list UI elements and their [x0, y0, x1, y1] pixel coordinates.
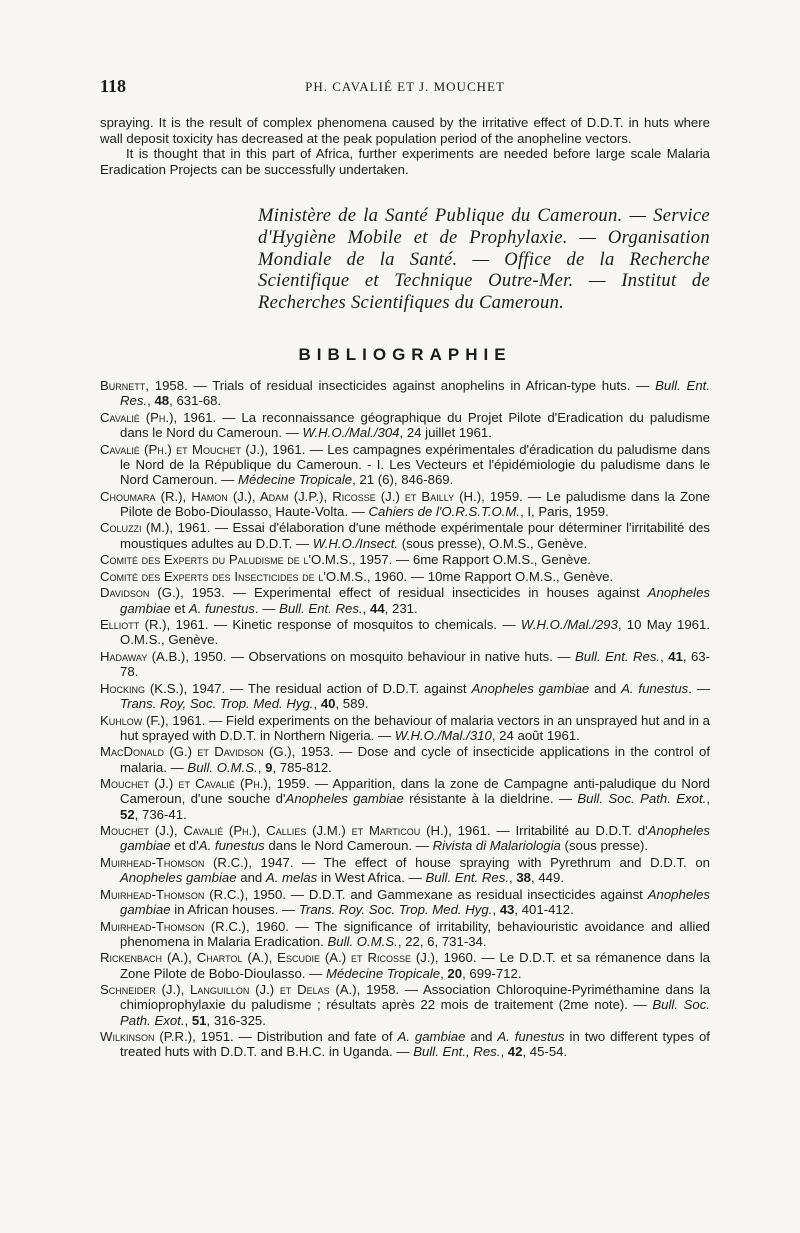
ref-species: A. funestus — [198, 838, 265, 854]
ref-journal: Bull. Ent. Res. — [574, 648, 661, 664]
ref-text: résistante à la dieldrine. — — [403, 791, 578, 807]
ref-journal: Bull. O.M.S. — [187, 759, 258, 775]
ref-species: A. funestus — [621, 680, 689, 696]
ref-text: , 1961. — Essai d'élaboration d'une méthode expérimentale pour déterminer l'irritabilité des moustiques adultes au D.D.T. — — [120, 520, 711, 551]
ref-text: , 1959. — Le paludisme dans la Zone Pilote de Bobo-Dioulasso, Haute-Volta. — — [120, 488, 711, 519]
reference-item — [100, 713, 710, 743]
ref-authors: Hocking (K.S.) — [100, 680, 184, 696]
reference-item — [100, 442, 710, 488]
ref-volume: 51 — [191, 1012, 207, 1028]
ref-volume: 44 — [369, 600, 385, 616]
ref-text: , 1958. — Trials of residual insecticides against anophelins in African-type huts. — — [145, 378, 656, 393]
ref-text: in two different types of treated huts with D.D.T. and B.H.C. in Uganda. — — [120, 1029, 710, 1060]
ref-authors: Burnett — [100, 378, 146, 393]
ref-text: , 1951. — Distribution and fate of — [192, 1029, 398, 1045]
ref-text: , I, Paris, 1959. — [520, 503, 609, 519]
reference-item — [100, 887, 710, 917]
ref-volume: 9 — [265, 759, 273, 775]
ref-volume: 42 — [507, 1044, 523, 1060]
ref-journal: Médecine Tropicale — [238, 472, 353, 487]
ref-volume: 40 — [320, 695, 336, 711]
ref-text: and — [236, 870, 266, 886]
ref-text: , 1960. — Le D.D.T. et sa rémanence dans la Zone Pilote de Bobo-Dioulasso. — — [120, 950, 710, 981]
ref-text: , 1947. — The effect of house spraying with Pyrethrum and D.D.T. on — [248, 854, 710, 870]
ref-text: , 1958. — Association Chloroquine-Pyriméthamine dans la chimioprophylaxie du paludisme ; résultats après 22 mois de traitement (2me note). — — [120, 982, 710, 1013]
reference-item — [100, 410, 710, 440]
ref-volume: 52 — [120, 806, 135, 822]
ref-text: , 1950. — Observations on mosquito behaviour in native huts. — — [185, 648, 575, 664]
ref-authors: Muirhead-Thomson (R.C.) — [100, 918, 246, 934]
ref-text: et d' — [170, 838, 199, 854]
ref-journal: W.H.O./Mal./310 — [394, 727, 492, 743]
ref-journal: Médecine Tropicale — [325, 965, 441, 981]
running-head: PH. CAVALIÉ ET J. MOUCHET — [305, 79, 505, 94]
ref-authors: Mouchet (J.), Cavalié (Ph.), Callies (J.M.) et Marticou (H.) — [100, 823, 449, 839]
reference-item — [100, 919, 710, 949]
ref-text: , — [313, 695, 321, 711]
ref-text: , — [184, 1012, 192, 1028]
ref-pages: , 699-712. — [462, 965, 522, 981]
ref-volume: 43 — [499, 901, 515, 917]
ref-authors: Cavalié (Ph.) et Mouchet (J.) — [100, 441, 265, 457]
ref-text: dans le Nord Cameroun. — — [264, 838, 433, 854]
ref-journal: W.H.O./Mal./293 — [520, 617, 618, 633]
ref-volume: 41 — [668, 648, 683, 664]
page-header — [100, 76, 710, 100]
reference-list — [100, 378, 710, 1061]
ref-species: A. funestus — [188, 600, 255, 616]
ref-pages: , 631-68. — [169, 393, 222, 409]
ref-pages: , 231. — [384, 600, 418, 616]
ref-species: Anopheles gambiae — [285, 791, 404, 807]
ref-text: , 1961. — La reconnaissance géographique du Projet Pilote d'Eradication du paludisme dans le Nord du Cameroun. — — [120, 409, 710, 440]
ref-text: , — [509, 870, 517, 886]
ref-text: , 1953. — Experimental effect of residual insecticides in houses against — [180, 585, 648, 601]
ref-authors: Davidson (G.) — [100, 585, 181, 601]
ref-pages: , 785-812. — [272, 759, 332, 775]
reference-item — [100, 552, 710, 567]
ref-text: , 1961. — Irritabilité au D.D.T. d' — [448, 823, 648, 839]
ref-authors: Coluzzi (M.) — [100, 520, 170, 536]
ref-text: , — [492, 901, 500, 917]
ref-journal: W.H.O./Insect. — [312, 535, 399, 551]
reference-item — [100, 378, 710, 408]
ref-species: Anopheles gambiae — [471, 680, 590, 696]
ref-species: A. funestus — [497, 1029, 565, 1045]
ref-text: , 24 août 1961. — [491, 727, 580, 743]
ref-text: , 1953. — Dose and cycle of insecticide applications in the control of malaria. — — [120, 744, 710, 775]
ref-authors: Cavalié (Ph.) — [100, 409, 174, 425]
ref-text: in West Africa. — — [317, 870, 426, 886]
ref-journal: Rivista di Malariologia — [432, 838, 561, 854]
ref-text: , — [257, 759, 266, 775]
reference-item — [100, 585, 710, 615]
ref-text: , — [706, 791, 710, 807]
ref-journal: Trans. Roy, Soc. Trop. Med. Hyg. — [120, 695, 314, 711]
reference-item — [100, 744, 710, 774]
ref-volume: 38 — [516, 870, 532, 886]
ref-journal: Bull. Ent. Res. — [120, 378, 710, 409]
ref-text: , — [500, 1044, 508, 1060]
ref-species: Anopheles gambiae — [120, 823, 710, 854]
ref-text: , 21 (6), 846-869. — [352, 472, 454, 487]
ref-journal: Bull. Ent. Res. — [425, 870, 510, 886]
body-text — [100, 115, 710, 177]
ref-authors: Comité des Experts des Insecticides de l'O.M.S. — [100, 568, 367, 584]
ref-text: , 1957. — 6me Rapport O.M.S., Genève. — [352, 552, 591, 568]
ref-authors: Schneider (J.), Languillon (J.) et Delas (A.) — [100, 982, 357, 998]
ref-text: in African houses. — — [170, 901, 299, 917]
paragraph: spraying. It is the result of complex phenomena caused by the irritative effect of D.D.T. in huts where wall deposit toxicity has decreased at the peak population period of the anopheline vectors. — [100, 115, 710, 146]
ref-pages: , 589. — [335, 695, 369, 711]
ref-pages: , 316-325. — [206, 1012, 266, 1028]
ref-pages: , 736-41. — [134, 806, 187, 822]
ref-authors: Comité des Experts du Paludisme de l'O.M.S. — [100, 552, 353, 568]
ref-text: and — [465, 1029, 498, 1045]
page-number: 118 — [100, 76, 127, 96]
ref-text: , 1960. — 10me Rapport O.M.S., Genève. — [366, 568, 614, 584]
reference-item — [100, 569, 710, 584]
ref-journal: Bull. Ent., Res. — [413, 1044, 501, 1060]
ref-pages: , 449. — [531, 870, 565, 886]
bibliography-title: BIBLIOGRAPHIE — [298, 345, 512, 364]
ref-text: , 1961. — Les campagnes expérimentales d'éradication du paludisme dans le Nord de la République du Cameroun. - I. Les Vecteurs et l'épidémiologie du paludisme dans le Nord Cameroun. — — [120, 441, 710, 487]
ref-text: , 10 May 1961. O.M.S., Genève. — [120, 617, 710, 648]
ref-authors: Mouchet (J.) et Cavalié (Ph.) — [100, 776, 268, 792]
ref-authors: Wilkinson (P.R.) — [100, 1029, 193, 1045]
ref-journal: Bull. Soc. Path. Exot. — [120, 997, 710, 1028]
ref-volume: 48 — [154, 393, 170, 409]
ref-authors: Muirhead-Thomson (R.C.) — [100, 886, 245, 902]
reference-item — [100, 776, 710, 822]
ref-text: . — — [688, 680, 711, 696]
ref-text: , 1947. — The residual action of D.D.T. against — [183, 680, 472, 696]
ref-authors: Kuhlow (F.) — [100, 712, 166, 728]
reference-item — [100, 823, 710, 853]
ref-journal: W.H.O./Mal./304 — [302, 425, 400, 440]
ref-authors: Elliott (R.) — [100, 617, 167, 633]
ref-text: , 24 juillet 1961. — [399, 425, 492, 440]
ref-authors: MacDonald (G.) et Davidson (G.) — [100, 744, 292, 760]
ref-text: , 1950. — D.D.T. and Gammexane as residual insecticides against — [244, 886, 648, 902]
reference-item — [100, 649, 710, 679]
ref-pages: , 401-412. — [514, 901, 574, 917]
ref-text: , 22, 6, 731-34. — [397, 933, 487, 949]
ref-volume: 20 — [447, 965, 463, 981]
ref-text: et — [170, 600, 189, 616]
reference-item — [100, 950, 710, 980]
ref-species: Anopheles gambiae — [120, 886, 711, 917]
ref-text: , 1961. — Kinetic response of mosquitos to chemicals. — — [166, 617, 521, 633]
ref-authors: Rickenbach (A.), Chartol (A.), Escudie (A.) et Ricosse (J.) — [100, 950, 435, 966]
ref-journal: Trans. Roy. Soc. Trop. Med. Hyg. — [298, 901, 493, 917]
ref-pages: , 45-54. — [522, 1044, 568, 1060]
ref-journal: Bull. Ent. Res. — [279, 600, 363, 616]
ref-text: , 1961. — Field experiments on the behaviour of malaria vectors in an unsprayed hut and in a hut sprayed with D.D.T. in Northern Nigeria. — — [120, 712, 711, 743]
ref-text: , — [660, 648, 669, 664]
ref-text: and — [589, 680, 622, 696]
ref-journal: Cahiers de l'O.R.S.T.O.M. — [368, 503, 521, 519]
ref-text: , 1960. — The significance of irritability, behaviouristic avoidance and allied phenomena in Malaria Eradication. — [120, 918, 710, 949]
ref-text: . — — [254, 600, 280, 616]
reference-item — [100, 520, 710, 550]
ref-species: A. melas — [265, 870, 318, 886]
reference-item — [100, 855, 710, 885]
ref-authors: Hadaway (A.B.) — [100, 648, 186, 664]
ref-text: , — [362, 600, 370, 616]
affiliation-block: Ministère de la Santé Publique du Cameroun. — Service d'Hygiène Mobile et de Prophylaxie. — Organisation Mondiale de la Santé. — Office de la Recherche Scientifique et Technique Outre-Mer. — Institut de Recherches Scientifiques du Cameroun. — [258, 205, 710, 314]
reference-item — [100, 982, 710, 1028]
ref-journal: Bull. O.M.S. — [327, 933, 398, 949]
ref-text: , — [147, 393, 155, 409]
ref-authors: Choumara (R.), Hamon (J.), Adam (J.P.), Ricosse (J.) et Bailly (H.) — [100, 488, 482, 504]
ref-text: , 1959. — Apparition, dans la zone de Campagne anti-paludique du Nord Cameroun, d'une souche d' — [120, 776, 710, 807]
ref-species: Anopheles gambiae — [120, 870, 237, 886]
paragraph: It is thought that in this part of Africa, further experiments are needed before large scale Malaria Eradication Projects can be successfully undertaken. — [100, 146, 710, 177]
reference-item — [100, 681, 710, 711]
reference-item — [100, 1029, 710, 1059]
ref-species: A. gambiae — [397, 1029, 466, 1045]
ref-journal: Bull. Soc. Path. Exot. — [577, 791, 707, 807]
reference-item — [100, 489, 710, 519]
ref-text: , — [440, 965, 448, 981]
ref-species: Anopheles gambiae — [120, 585, 710, 616]
ref-authors: Muirhead-Thomson (R.C.) — [100, 854, 249, 870]
ref-text: (sous presse). — [560, 838, 649, 854]
ref-text: (sous presse), O.M.S., Genève. — [398, 535, 588, 551]
ref-pages: , 63-78. — [120, 648, 711, 680]
reference-item — [100, 617, 710, 647]
